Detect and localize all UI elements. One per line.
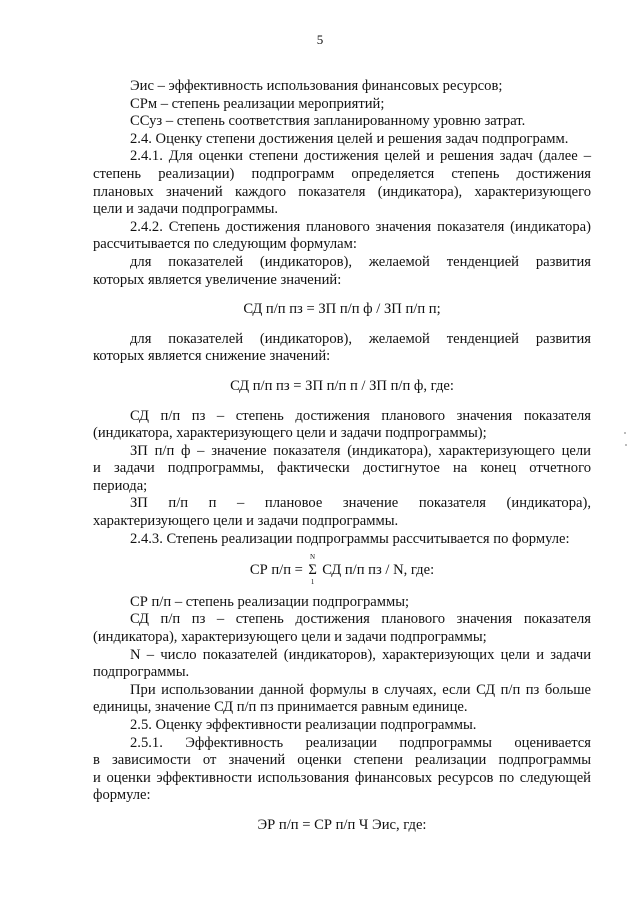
definition-sd2-line1: СД п/п пз – степень достижения планового значения показателя <box>130 611 591 628</box>
sum-symbol <box>307 553 319 586</box>
definition-n-line2: подпрограммы. <box>93 664 190 681</box>
usage-note-line1: При использовании данной формулы в случаях, если СД п/п пз больше <box>130 681 591 698</box>
formula-er: ЭР п/п = СР п/п Ч Эис, где: <box>257 816 427 833</box>
formula-increase: СД п/п пз = ЗП п/п ф / ЗП п/п п; <box>243 301 441 318</box>
section-2-5-1-line4: формуле: <box>93 787 151 804</box>
decrease-case-line2: которых является снижение значений: <box>93 348 331 365</box>
section-2-5-1-line3: и оценки эффективности использования финансовых ресурсов по следующей <box>93 769 591 786</box>
definition-sd-line1: СД п/п пз – степень достижения планового значения показателя <box>130 407 591 424</box>
scan-speck <box>625 444 627 446</box>
line-eis: Эис – эффективность использования финансовых ресурсов; <box>130 78 503 94</box>
section-2-4-2-line1: 2.4.2. Степень достижения планового значения показателя (индикатора) <box>130 218 591 235</box>
line-ssuz: ССуз – степень соответствия запланированному уровню затрат. <box>130 113 526 130</box>
definition-sd-line2: (индикатора, характеризующего цели и задачи подпрограммы); <box>93 425 487 442</box>
section-2-5-heading: 2.5. Оценку эффективности реализации подпрограммы. <box>130 717 477 733</box>
definition-zpf-line2: и задачи подпрограммы, фактически достигнутое на конец отчетного <box>93 460 591 477</box>
decrease-case-line1: для показателей (индикаторов), желаемой тенденцией развития <box>130 330 591 347</box>
definition-sd2-line2: (индикатора), характеризующего цели и задачи подпрограммы; <box>93 629 487 646</box>
section-2-4-heading: 2.4. Оценку степени достижения целей и решения задач подпрограмм. <box>130 130 569 147</box>
line-srm: СРм – степень реализации мероприятий; <box>130 95 385 112</box>
definition-zpp-line1: ЗП п/п п – плановое значение показателя (индикатора), <box>130 495 591 512</box>
definition-zpf-line3: периода; <box>93 477 148 494</box>
formula-sr-right: СД п/п пз / N, где: <box>322 562 435 579</box>
section-2-4-3-heading: 2.4.3. Степень реализации подпрограммы рассчитывается по формуле: <box>130 530 570 547</box>
section-2-4-2-line2: рассчитывается по следующим формулам: <box>93 236 357 253</box>
document-body <box>93 78 591 847</box>
section-2-4-1-line4: цели и задачи подпрограммы. <box>93 201 279 218</box>
sigma-glyph: Σ <box>308 562 317 579</box>
definition-zpf-line1: ЗП п/п ф – значение показателя (индикатора), характеризующего цели <box>130 442 591 459</box>
formula-sr <box>93 553 591 586</box>
section-2-4-1-line3: плановых значений каждого показателя (индикатора), характеризующего <box>93 183 591 200</box>
section-2-4-1-line2: степень реализации) подпрограмм определяется степень достижения <box>93 165 591 182</box>
section-2-4-1-line1: 2.4.1. Для оценки степени достижения целей и решения задач (далее – <box>130 148 591 165</box>
sum-lower-limit: 1 <box>310 577 315 586</box>
section-2-5-1-line2: в зависимости от значений оценки степени реализации подпрограммы <box>93 752 591 769</box>
usage-note-line2: единицы, значение СД п/п пз принимается равным единице. <box>93 699 468 716</box>
page-number: 5 <box>316 32 324 47</box>
increase-case-line1: для показателей (индикаторов), желаемой тенденцией развития <box>130 253 591 270</box>
definition-n-line1: N – число показателей (индикаторов), характеризующих цели и задачи <box>130 646 591 663</box>
scan-speck <box>624 432 626 434</box>
increase-case-line2: которых является увеличение значений: <box>93 271 342 288</box>
formula-decrease: СД п/п пз = ЗП п/п п / ЗП п/п ф, где: <box>230 377 454 394</box>
definition-zpp-line2: характеризующего цели и задачи подпрограммы. <box>93 513 399 530</box>
formula-sr-left: СР п/п = <box>249 562 303 579</box>
section-2-5-1-line1: 2.5.1. Эффективность реализации подпрограммы оценивается <box>130 734 591 751</box>
definition-sr: СР п/п – степень реализации подпрограммы; <box>130 593 410 610</box>
sum-upper-limit: N <box>310 553 316 562</box>
